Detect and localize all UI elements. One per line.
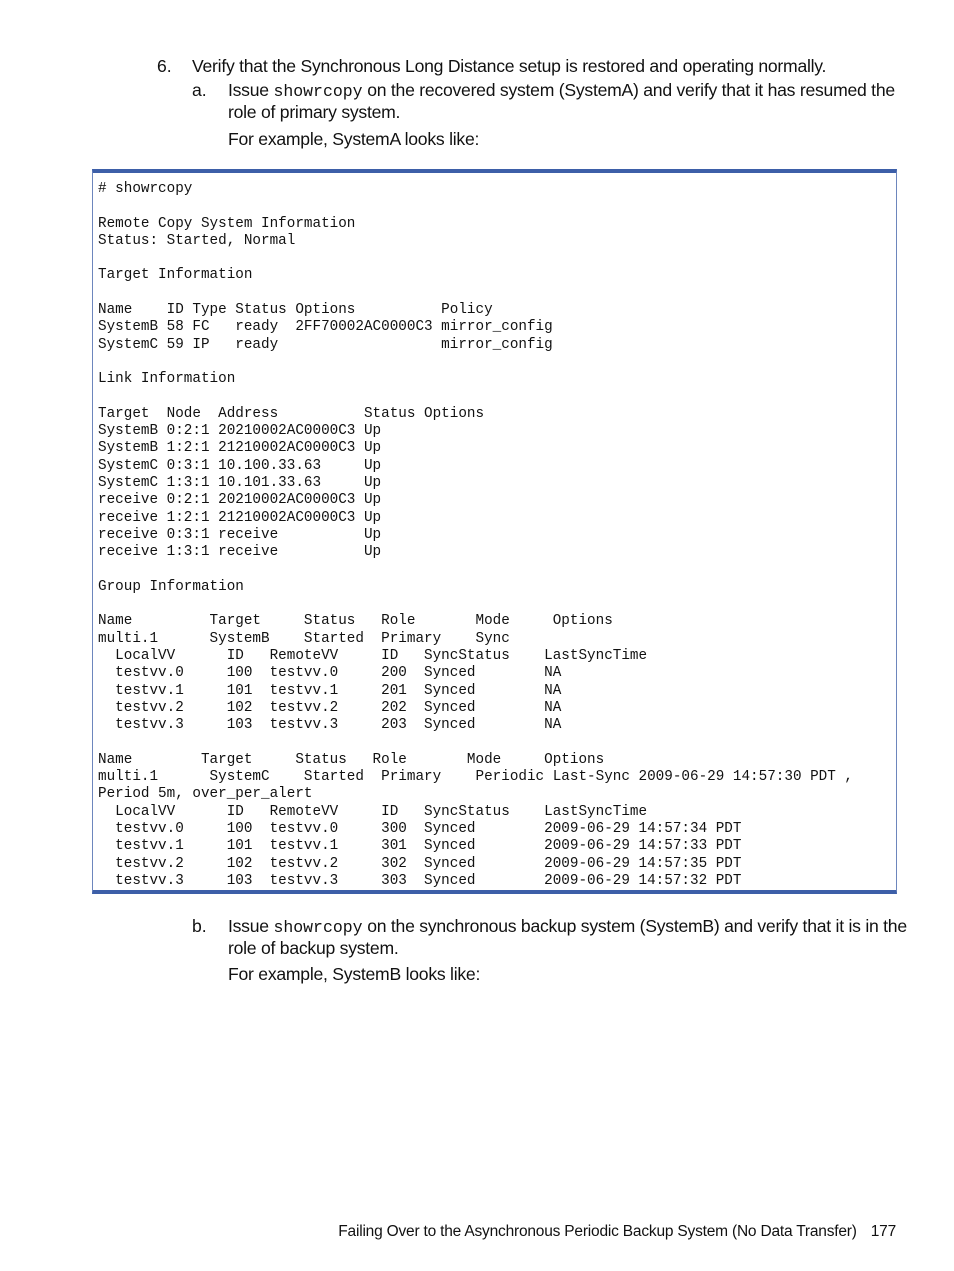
substep-a-pre: Issue — [228, 80, 274, 100]
substep-a-example: For example, SystemA looks like: — [228, 129, 480, 149]
substep-b-command: showrcopy — [273, 918, 363, 937]
step-number: 6. — [157, 56, 172, 76]
code-block — [92, 169, 897, 894]
substep-b-line2: role of backup system. — [228, 938, 399, 958]
substep-b-line1 — [228, 915, 907, 939]
footer-title: Failing Over to the Asynchronous Periodic Backup System (No Data Transfer) — [338, 1223, 857, 1240]
page-number: 177 — [870, 1223, 896, 1240]
substep-b-pre: Issue — [228, 916, 274, 936]
substep-b-post: on the synchronous backup system (SystemB) and verify that it is in the — [362, 916, 907, 936]
step-text: Verify that the Synchronous Long Distance setup is restored and operating normally. — [192, 56, 827, 76]
substep-a-label: a. — [192, 80, 207, 100]
code-block-text: # showrcopy Remote Copy System Information Status: Started, Normal Target Information Name ID Type Status Options Policy SystemB 58 FC ready 2FF70002AC0000C3 mirror_config SystemC 59 IP ready mirror_config Link Information Target Node Address Status Options SystemB 0:2:1 20210002AC0000C3 Up SystemB 1:2:1 21210002AC0000C3 Up SystemC 0:3:1 10.100.33.63 Up SystemC 1:3:1 10.101.33.63 Up receive 0:2:1 20210002AC0000C3 Up receive 1:2:1 21210002AC0000C3 Up receive 0:3:1 receive Up receive 1:3:1 receive Up Group Information Name Target Status Role Mode Options multi.1 SystemB Started Primary Sync LocalVV ID RemoteVV ID SyncStatus LastSyncTime testvv.0 100 testvv.0 200 Synced NA testvv.1 101 testvv.1 201 Synced NA testvv.2 102 testvv.2 202 Synced NA testvv.3 103 testvv.3 203 Synced NA Name Target Status Role Mode Options multi.1 SystemC Started Primary Periodic Last-Sync 2009-06-29 14:57:30 PDT , Period 5m, over_per_alert LocalVV ID RemoteVV ID SyncStatus LastSyncTime testvv.0 100 testvv.0 300 Synced 2009-06-29 14:57:34 PDT testvv.1 101 testvv.1 301 Synced 2009-06-29 14:57:33 PDT testvv.2 102 testvv.2 302 Synced 2009-06-29 14:57:35 PDT testvv.3 103 testvv.3 303 Synced 2009-06-29 14:57:32 PDT — [98, 181, 853, 889]
page-footer — [338, 1222, 896, 1242]
substep-a-post: on the recovered system (SystemA) and verify that it has resumed the — [362, 80, 895, 100]
substep-b-example: For example, SystemB looks like: — [228, 964, 481, 984]
substep-b-label: b. — [192, 916, 207, 936]
substep-a-command: showrcopy — [273, 82, 363, 101]
substep-a-line2: role of primary system. — [228, 102, 401, 122]
substep-a-line1 — [228, 79, 895, 103]
